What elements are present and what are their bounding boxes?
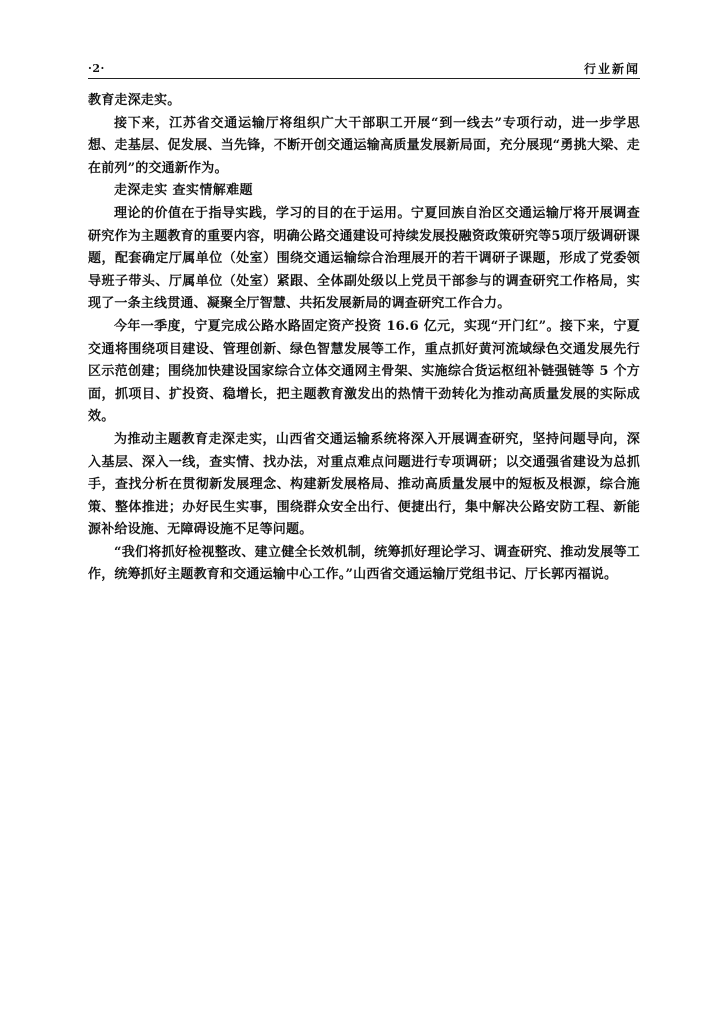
- paragraph-ningxia-research: 理论的价值在于指导实践，学习的目的在于运用。宁夏回族自治区交通运输厅将开展调查研究作为主题教育的重要内容，明确公路交通建设可持续发展投融资政策研究等5项厅级调研课题，配套确定厅属单位（处室）围绕交通运输综合治理展开的若干调研子课题，形成了党委领导班子带头、厅属单位（处室）紧跟、全体副处级以上党员干部参与的调查研究工作格局，实现了一条主线贯通、凝聚全厅智慧、共拓发展新局的调查研究工作合力。: [88, 205, 640, 312]
- paragraph-jiangsu: 接下来，江苏省交通运输厅将组织广大干部职工开展“到一线去”专项行动，进一步学思想、走基层、促发展、当先锋，不断开创交通运输高质量发展新局面，充分展现“勇挑大梁、走在前列”的交通新作为。: [88, 115, 640, 176]
- paragraph-ningxia-investment: 今年一季度，宁夏完成公路水路固定资产投资 16.6 亿元，实现“开门红”。接下来，宁夏交通将围绕项目建设、管理创新、绿色智慧发展等工作，重点抓好黄河流域绿色交通发展先行区示范创建；围绕加快建设国家综合立体交通网主骨架、实施综合货运枢纽补链强链等 5 个方面，抓项目、扩投资、稳增长，把主题教育激发出的热情干劲转化为推动高质量发展的实际成效。: [88, 318, 640, 425]
- header-rule: [88, 78, 640, 79]
- paragraph-continuation: 教育走深走实。: [88, 93, 181, 108]
- section-title: 行业新闻: [583, 62, 640, 76]
- section-subheading: 走深走实 查实情解难题: [114, 183, 253, 199]
- page-header: [88, 60, 640, 80]
- article-body: [88, 90, 640, 587]
- page-number: ·2·: [88, 62, 105, 75]
- paragraph-shanxi-quote: “我们将抓好检视整改、建立健全长效机制，统筹抓好理论学习、调查研究、推动发展等工作，统筹抓好主题教育和交通运输中心工作。”山西省交通运输厅党组书记、厅长郭丙福说。: [88, 544, 640, 583]
- paragraph-shanxi-research: 为推动主题教育走深走实，山西省交通运输系统将深入开展调查研究，坚持问题导向，深入基层、深入一线，查实情、找办法，对重点难点问题进行专项调研；以交通强省建设为总抓手，查找分析在贯彻新发展理念、构建新发展格局、推动高质量发展中的短板及根源，综合施策、整体推进；办好民生实事，围绕群众安全出行、便捷出行，集中解决公路安防工程、新能源补给设施、无障碍设施不足等问题。: [88, 431, 640, 538]
